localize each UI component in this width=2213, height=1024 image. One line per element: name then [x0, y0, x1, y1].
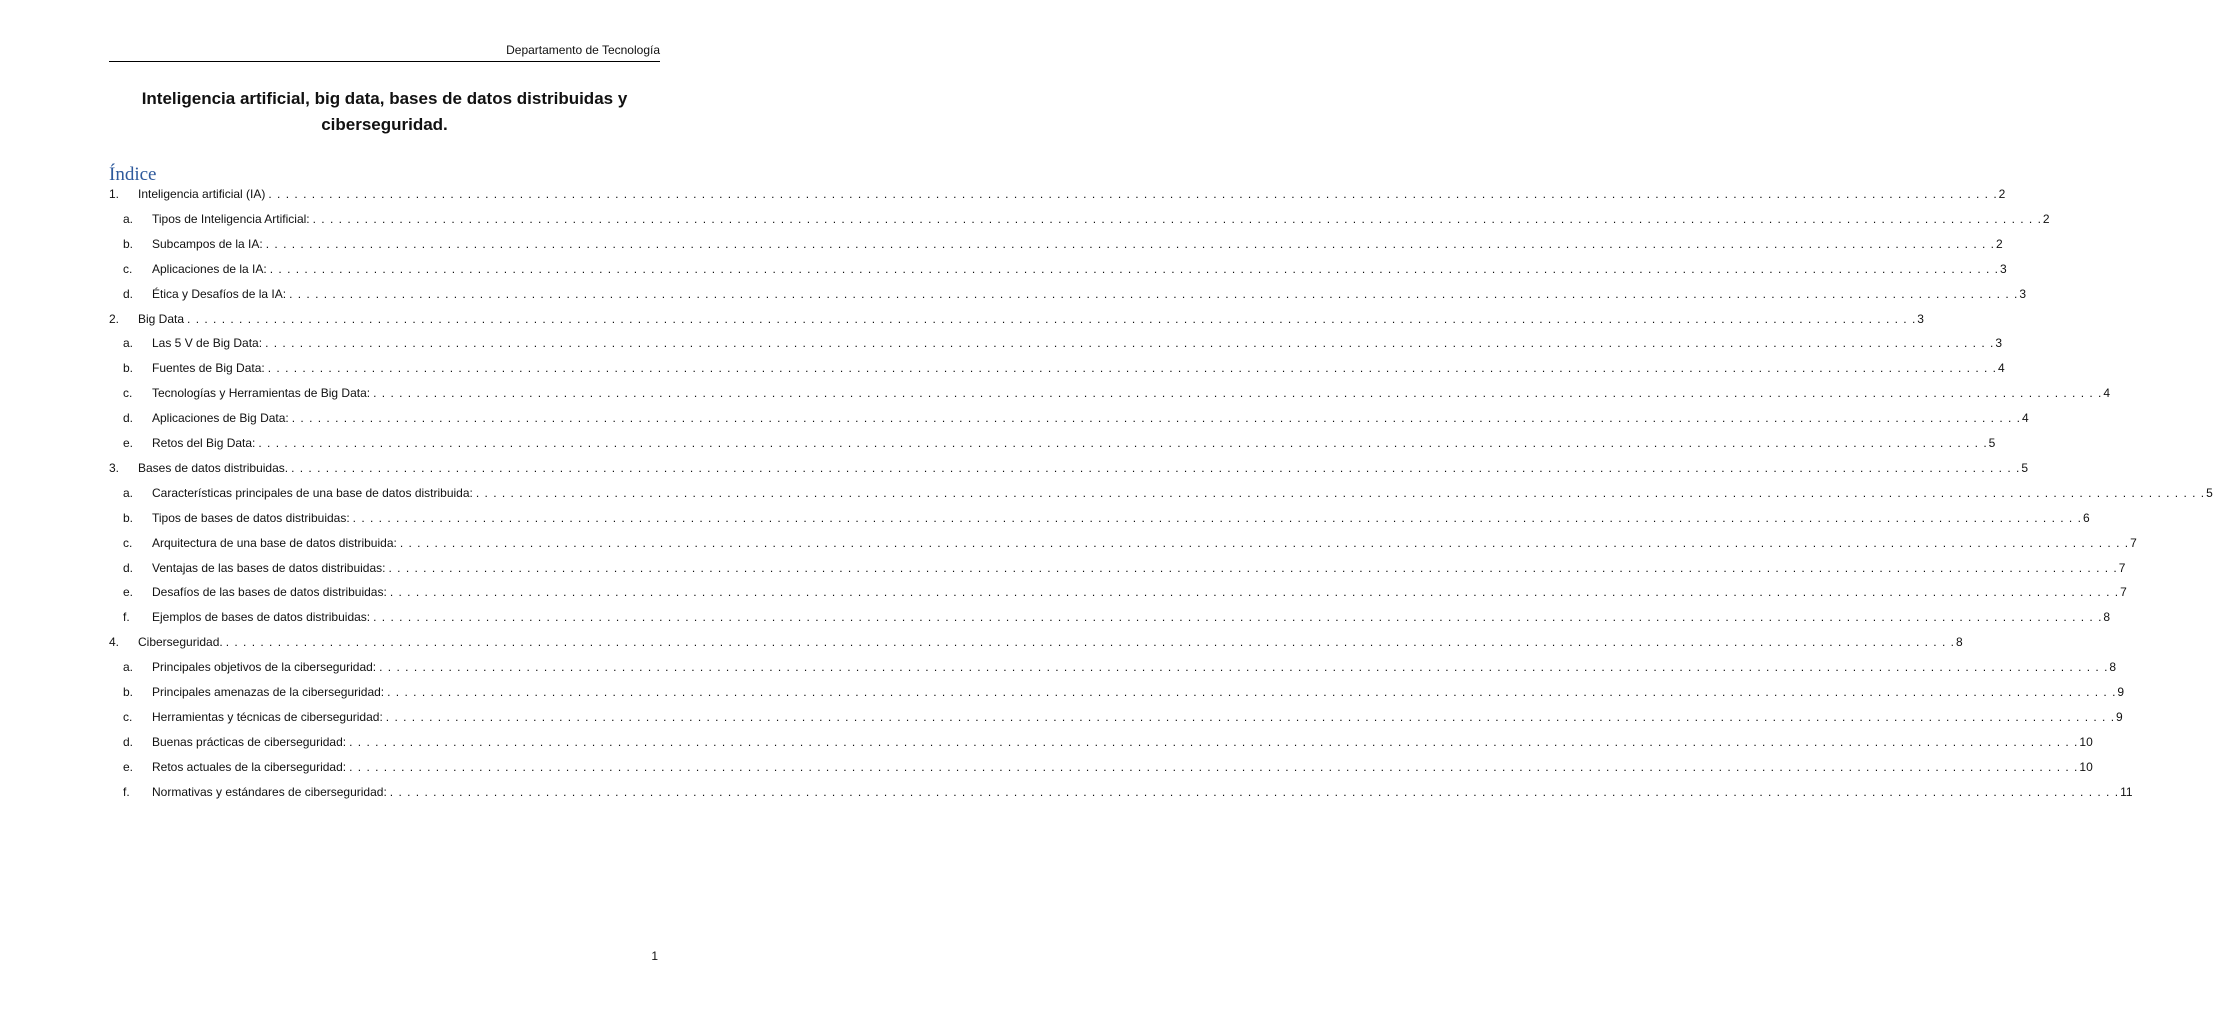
title-line-1: Inteligencia artificial, big data, bases de datos distribuidas y	[141, 89, 628, 108]
title-line-2: ciberseguridad.	[321, 115, 448, 134]
toc-entry-number: 3.	[109, 460, 120, 475]
toc-dot-leader: . . . . . . . . . . . . . . . . . . . . . . . . . . . . . . . . . . . . . . . . . . . . . . . . . . . . . . . . . . . . . . . . . . . . . . . . . . . . . . . . . . . . . . . . . . . . . . . . . . . . . . . . . . . . . . . . . . . . . . . . . . . . . . . . . . . . . . . . . . . . . . . . . . . . . . . . . . . . . . . . . . . . . . . . . . . . . . . . . . . . . . . . . . . . . . . . . . . . . . . .	[349, 759, 2079, 774]
toc-entry-number: d.	[123, 286, 134, 301]
toc-entry-number: a.	[123, 660, 134, 675]
page-header: Departamento de Tecnología	[506, 43, 660, 57]
toc-entry-page: 4	[2022, 411, 2029, 426]
toc-dot-leader: . . . . . . . . . . . . . . . . . . . . . . . . . . . . . . . . . . . . . . . . . . . . . . . . . . . . . . . . . . . . . . . . . . . . . . . . . . . . . . . . . . . . . . . . . . . . . . . . . . . . . . . . . . . . . . . . . . . . . . . . . . . . . . . . . . . . . . . . . . . . . . . . . . . . . . . . . . . . . . . . . . . . . . . . . . . . . . . . . . . . . . . . . . . . . . . . . . . . . . . .	[389, 784, 2120, 799]
toc-entry[interactable]	[109, 184, 2006, 204]
toc-dot-leader: . . . . . . . . . . . . . . . . . . . . . . . . . . . . . . . . . . . . . . . . . . . . . . . . . . . . . . . . . . . . . . . . . . . . . . . . . . . . . . . . . . . . . . . . . . . . . . . . . . . . . . . . . . . . . . . . . . . . . . . . . . . . . . . . . . . . . . . . . . . . . . . . . . . . . . . . . . . . . . . . . . . . . . . . . . . . . . . . . . . . . . . . . . . . . . . . . . . . . . . .	[388, 560, 2118, 575]
toc-entry-number: f.	[123, 784, 130, 799]
toc-dot-leader: . . . . . . . . . . . . . . . . . . . . . . . . . . . . . . . . . . . . . . . . . . . . . . . . . . . . . . . . . . . . . . . . . . . . . . . . . . . . . . . . . . . . . . . . . . . . . . . . . . . . . . . . . . . . . . . . . . . . . . . . . . . . . . . . . . . . . . . . . . . . . . . . . . . . . . . . . . . . . . . . . . . . . . . . . . . . . . . . . . . . . . . . . . . . . . . . . . . . . . . .	[373, 386, 2103, 401]
toc-entry-number: b.	[123, 361, 134, 376]
toc-entry[interactable]	[123, 508, 2090, 528]
toc-dot-leader: . . . . . . . . . . . . . . . . . . . . . . . . . . . . . . . . . . . . . . . . . . . . . . . . . . . . . . . . . . . . . . . . . . . . . . . . . . . . . . . . . . . . . . . . . . . . . . . . . . . . . . . . . . . . . . . . . . . . . . . . . . . . . . . . . . . . . . . . . . . . . . . . . . . . . . . . . . . . . . . . . . . . . . . . . . . . . . . . . . . . . . . . . . . . . . . . . . . . . . . .	[373, 610, 2103, 625]
toc-entry-number: c.	[123, 709, 133, 724]
toc-entry[interactable]	[123, 259, 2007, 279]
page-number: 1	[651, 949, 658, 963]
toc-entry-page: 8	[2109, 660, 2117, 675]
toc-entry-label: Retos del Big Data:	[152, 436, 256, 450]
toc-entry-label: Inteligencia artificial (IA)	[138, 187, 266, 201]
toc-entry-label: Normativas y estándares de ciberseguridad:	[152, 784, 387, 799]
toc-entry-number: a.	[123, 485, 134, 500]
toc-entry-number: b.	[123, 510, 134, 525]
toc-entry-number: a.	[123, 211, 134, 226]
toc-entry-page: 2	[1996, 236, 2003, 251]
toc-entry-page: 7	[2130, 535, 2137, 550]
toc-entry-label: Aplicaciones de la IA:	[152, 261, 267, 276]
toc-entry-number: 4.	[109, 635, 120, 650]
toc-dot-leader: . . . . . . . . . . . . . . . . . . . . . . . . . . . . . . . . . . . . . . . . . . . . . . . . . . . . . . . . . . . . . . . . . . . . . . . . . . . . . . . . . . . . . . . . . . . . . . . . . . . . . . . . . . . . . . . . . . . . . . . . . . . . . . . . . . . . . . . . . . . . . . . . . . . . . . . . . . . . . . . . . . . . . . . . . . . . . . . . . . . . . . . . . . . . . . . . . . . . . . . .	[265, 336, 1995, 351]
toc-entry-label: Desafíos de las bases de datos distribuidas:	[152, 585, 387, 600]
toc-entry-label: Ciberseguridad.	[138, 635, 223, 650]
toc-entry-label: Ejemplos de bases de datos distribuidas:	[152, 610, 371, 625]
toc-entry[interactable]	[109, 632, 1963, 652]
toc-entry[interactable]	[123, 284, 2027, 304]
toc-entry-page: 2	[2042, 211, 2050, 226]
toc-entry-page: 2	[1998, 187, 2006, 201]
toc-entry[interactable]	[109, 309, 1924, 329]
toc-entry[interactable]	[109, 458, 2029, 478]
toc-entry-page: 5	[1988, 436, 1996, 450]
toc-entry-number: 2.	[109, 311, 120, 326]
toc-entry-page: 3	[1917, 311, 1924, 326]
index-heading: Índice	[109, 164, 157, 185]
toc-entry[interactable]	[123, 408, 2029, 428]
toc-entry-page: 8	[1955, 635, 1963, 650]
toc-entry-label: Ética y Desafíos de la IA:	[152, 286, 287, 301]
toc-entry-label: Ventajas de las bases de datos distribuidas:	[152, 560, 386, 575]
toc-entry[interactable]	[123, 582, 2127, 602]
toc-entry-label: Buenas prácticas de ciberseguridad:	[152, 734, 347, 749]
toc-entry-label: Principales objetivos de la ciberseguridad:	[152, 660, 377, 675]
toc-dot-leader: . . . . . . . . . . . . . . . . . . . . . . . . . . . . . . . . . . . . . . . . . . . . . . . . . . . . . . . . . . . . . . . . . . . . . . . . . . . . . . . . . . . . . . . . . . . . . . . . . . . . . . . . . . . . . . . . . . . . . . . . . . . . . . . . . . . . . . . . . . . . . . . . . . . . . . . . . . . . . . . . . . . . . . . . . . . . . . . . . . . . . . . . . . . . . . . . . . . . . . . .	[269, 261, 1999, 276]
toc-entry-page: 3	[1995, 336, 2003, 351]
toc-entry-page: 9	[2116, 709, 2123, 724]
toc-entry-number: e.	[123, 759, 134, 774]
toc-entry-page: 5	[2021, 460, 2029, 475]
toc-entry-page: 4	[2103, 386, 2111, 401]
toc-entry-label: Principales amenazas de la ciberseguridad:	[152, 685, 385, 699]
toc-dot-leader: . . . . . . . . . . . . . . . . . . . . . . . . . . . . . . . . . . . . . . . . . . . . . . . . . . . . . . . . . . . . . . . . . . . . . . . . . . . . . . . . . . . . . . . . . . . . . . . . . . . . . . . . . . . . . . . . . . . . . . . . . . . . . . . . . . . . . . . . . . . . . . . . . . . . . . . . . . . . . . . . . . . . . . . . . . . . . . . . . . . . . . . . . . . . . . . . . . . . . . . .	[385, 709, 2116, 724]
toc-entry[interactable]	[123, 383, 2111, 403]
toc-dot-leader: . . . . . . . . . . . . . . . . . . . . . . . . . . . . . . . . . . . . . . . . . . . . . . . . . . . . . . . . . . . . . . . . . . . . . . . . . . . . . . . . . . . . . . . . . . . . . . . . . . . . . . . . . . . . . . . . . . . . . . . . . . . . . . . . . . . . . . . . . . . . . . . . . . . . . . . . . . . . . . . . . . . . . . . . . . . . . . . . . . . . . . . . . . . . . . . . . . . . . . . .	[258, 436, 1988, 450]
toc-entry[interactable]	[123, 707, 2123, 727]
toc-entry-page: 3	[2000, 261, 2007, 276]
toc-entry-number: e.	[123, 585, 134, 600]
toc-entry-number: e.	[123, 436, 134, 450]
toc-entry-number: c.	[123, 535, 133, 550]
toc-entry-page: 6	[2082, 510, 2090, 525]
toc-entry[interactable]	[123, 607, 2111, 627]
toc-entry[interactable]	[123, 558, 2126, 578]
header-rule	[109, 61, 660, 62]
toc-entry-label: Bases de datos distribuidas.	[138, 460, 289, 475]
toc-entry[interactable]	[123, 757, 2093, 777]
toc-entry[interactable]	[123, 657, 2117, 677]
toc-entry[interactable]	[123, 483, 2213, 503]
toc-dot-leader: . . . . . . . . . . . . . . . . . . . . . . . . . . . . . . . . . . . . . . . . . . . . . . . . . . . . . . . . . . . . . . . . . . . . . . . . . . . . . . . . . . . . . . . . . . . . . . . . . . . . . . . . . . . . . . . . . . . . . . . . . . . . . . . . . . . . . . . . . . . . . . . . . . . . . . . . . . . . . . . . . . . . . . . . . . . . . . . . . . . . . . . . . . . . . . . . . . . . . . . .	[225, 635, 1955, 650]
toc-dot-leader: . . . . . . . . . . . . . . . . . . . . . . . . . . . . . . . . . . . . . . . . . . . . . . . . . . . . . . . . . . . . . . . . . . . . . . . . . . . . . . . . . . . . . . . . . . . . . . . . . . . . . . . . . . . . . . . . . . . . . . . . . . . . . . . . . . . . . . . . . . . . . . . . . . . . . . . . . . . . . . . . . . . . . . . . . . . . . . . . . . . . . . . . . . . . . . . . . . . . . . . .	[475, 485, 2206, 500]
toc-entry-number: d.	[123, 411, 134, 426]
toc-entry-label: Las 5 V de Big Data:	[152, 336, 263, 351]
toc-dot-leader: . . . . . . . . . . . . . . . . . . . . . . . . . . . . . . . . . . . . . . . . . . . . . . . . . . . . . . . . . . . . . . . . . . . . . . . . . . . . . . . . . . . . . . . . . . . . . . . . . . . . . . . . . . . . . . . . . . . . . . . . . . . . . . . . . . . . . . . . . . . . . . . . . . . . . . . . . . . . . . . . . . . . . . . . . . . . . . . . . . . . . . . . . . . . . . . . . . . . . . . .	[291, 460, 2021, 475]
toc-dot-leader: . . . . . . . . . . . . . . . . . . . . . . . . . . . . . . . . . . . . . . . . . . . . . . . . . . . . . . . . . . . . . . . . . . . . . . . . . . . . . . . . . . . . . . . . . . . . . . . . . . . . . . . . . . . . . . . . . . . . . . . . . . . . . . . . . . . . . . . . . . . . . . . . . . . . . . . . . . . . . . . . . . . . . . . . . . . . . . . . . . . . . . . . . . . . . . . . . . . . . . . .	[349, 734, 2079, 749]
toc-dot-leader: . . . . . . . . . . . . . . . . . . . . . . . . . . . . . . . . . . . . . . . . . . . . . . . . . . . . . . . . . . . . . . . . . . . . . . . . . . . . . . . . . . . . . . . . . . . . . . . . . . . . . . . . . . . . . . . . . . . . . . . . . . . . . . . . . . . . . . . . . . . . . . . . . . . . . . . . . . . . . . . . . . . . . . . . . . . . . . . . . . . . . . . . . . . . . . . . . . . . . . . .	[187, 311, 1917, 326]
toc-dot-leader: . . . . . . . . . . . . . . . . . . . . . . . . . . . . . . . . . . . . . . . . . . . . . . . . . . . . . . . . . . . . . . . . . . . . . . . . . . . . . . . . . . . . . . . . . . . . . . . . . . . . . . . . . . . . . . . . . . . . . . . . . . . . . . . . . . . . . . . . . . . . . . . . . . . . . . . . . . . . . . . . . . . . . . . . . . . . . . . . . . . . . . . . . . . . . . . . . . . . . . . .	[379, 660, 2109, 675]
toc-dot-leader: . . . . . . . . . . . . . . . . . . . . . . . . . . . . . . . . . . . . . . . . . . . . . . . . . . . . . . . . . . . . . . . . . . . . . . . . . . . . . . . . . . . . . . . . . . . . . . . . . . . . . . . . . . . . . . . . . . . . . . . . . . . . . . . . . . . . . . . . . . . . . . . . . . . . . . . . . . . . . . . . . . . . . . . . . . . . . . . . . . . . . . . . . . . . . . . . . . . . . . . .	[399, 535, 2130, 550]
toc-entry-label: Tecnologías y Herramientas de Big Data:	[152, 386, 371, 401]
document-title	[109, 86, 660, 138]
toc-entry-label: Aplicaciones de Big Data:	[152, 411, 289, 426]
toc-entry[interactable]	[123, 433, 1996, 453]
toc-entry-number: f.	[123, 610, 130, 625]
toc-entry-label: Subcampos de la IA:	[152, 236, 263, 251]
toc-entry-label: Herramientas y técnicas de ciberseguridad:	[152, 709, 383, 724]
toc-entry-page: 10	[2079, 759, 2093, 774]
toc-entry-page: 10	[2079, 734, 2093, 749]
toc-entry[interactable]	[123, 234, 2003, 254]
toc-entry-label: Arquitectura de una base de datos distribuida:	[152, 535, 397, 550]
toc-entry-number: c.	[123, 261, 133, 276]
toc-dot-leader: . . . . . . . . . . . . . . . . . . . . . . . . . . . . . . . . . . . . . . . . . . . . . . . . . . . . . . . . . . . . . . . . . . . . . . . . . . . . . . . . . . . . . . . . . . . . . . . . . . . . . . . . . . . . . . . . . . . . . . . . . . . . . . . . . . . . . . . . . . . . . . . . . . . . . . . . . . . . . . . . . . . . . . . . . . . . . . . . . . . . . . . . . . . . . . . . . . . . . . . .	[267, 361, 1997, 376]
toc-entry-number: d.	[123, 734, 134, 749]
toc-entry-number: 1.	[109, 187, 120, 201]
toc-entry-label: Retos actuales de la ciberseguridad:	[152, 759, 347, 774]
toc-entry-label: Características principales de una base de datos distribuida:	[152, 485, 473, 500]
toc-entry-label: Tipos de bases de datos distribuidas:	[152, 510, 350, 525]
toc-entry[interactable]	[123, 209, 2050, 229]
toc-dot-leader: . . . . . . . . . . . . . . . . . . . . . . . . . . . . . . . . . . . . . . . . . . . . . . . . . . . . . . . . . . . . . . . . . . . . . . . . . . . . . . . . . . . . . . . . . . . . . . . . . . . . . . . . . . . . . . . . . . . . . . . . . . . . . . . . . . . . . . . . . . . . . . . . . . . . . . . . . . . . . . . . . . . . . . . . . . . . . . . . . . . . . . . . . . . . . . . . . . . . . . . .	[387, 685, 2117, 699]
toc-entry[interactable]	[123, 732, 2093, 752]
toc-entry-number: b.	[123, 685, 134, 699]
toc-dot-leader: . . . . . . . . . . . . . . . . . . . . . . . . . . . . . . . . . . . . . . . . . . . . . . . . . . . . . . . . . . . . . . . . . . . . . . . . . . . . . . . . . . . . . . . . . . . . . . . . . . . . . . . . . . . . . . . . . . . . . . . . . . . . . . . . . . . . . . . . . . . . . . . . . . . . . . . . . . . . . . . . . . . . . . . . . . . . . . . . . . . . . . . . . . . . . . . . . . . . . . . .	[312, 211, 2042, 226]
toc-entry-number: c.	[123, 386, 133, 401]
toc-dot-leader: . . . . . . . . . . . . . . . . . . . . . . . . . . . . . . . . . . . . . . . . . . . . . . . . . . . . . . . . . . . . . . . . . . . . . . . . . . . . . . . . . . . . . . . . . . . . . . . . . . . . . . . . . . . . . . . . . . . . . . . . . . . . . . . . . . . . . . . . . . . . . . . . . . . . . . . . . . . . . . . . . . . . . . . . . . . . . . . . . . . . . . . . . . . . . . . . . . . . . . . .	[389, 585, 2120, 600]
toc-entry-page: 7	[2120, 585, 2127, 600]
toc-entry-page: 8	[2103, 610, 2111, 625]
toc-entry-page: 3	[2019, 286, 2027, 301]
toc-entry-page: 4	[1998, 361, 2005, 376]
toc-entry[interactable]	[123, 358, 2005, 378]
toc-entry-page: 11	[2120, 784, 2133, 799]
toc-entry[interactable]	[123, 782, 2133, 802]
toc-entry-page: 7	[2118, 560, 2126, 575]
toc-entry[interactable]	[123, 333, 2003, 353]
toc-dot-leader: . . . . . . . . . . . . . . . . . . . . . . . . . . . . . . . . . . . . . . . . . . . . . . . . . . . . . . . . . . . . . . . . . . . . . . . . . . . . . . . . . . . . . . . . . . . . . . . . . . . . . . . . . . . . . . . . . . . . . . . . . . . . . . . . . . . . . . . . . . . . . . . . . . . . . . . . . . . . . . . . . . . . . . . . . . . . . . . . . . . . . . . . . . . . . . . . . . . . . . . .	[352, 510, 2082, 525]
toc-entry-number: a.	[123, 336, 134, 351]
toc-entry-number: d.	[123, 560, 134, 575]
toc-entry[interactable]	[123, 682, 2125, 702]
toc-entry-label: Big Data	[138, 311, 185, 326]
toc-entry-label: Fuentes de Big Data:	[152, 361, 265, 376]
toc-entry[interactable]	[123, 533, 2137, 553]
toc-entry-page: 5	[2206, 485, 2213, 500]
toc-entry-page: 9	[2117, 685, 2125, 699]
toc-dot-leader: . . . . . . . . . . . . . . . . . . . . . . . . . . . . . . . . . . . . . . . . . . . . . . . . . . . . . . . . . . . . . . . . . . . . . . . . . . . . . . . . . . . . . . . . . . . . . . . . . . . . . . . . . . . . . . . . . . . . . . . . . . . . . . . . . . . . . . . . . . . . . . . . . . . . . . . . . . . . . . . . . . . . . . . . . . . . . . . . . . . . . . . . . . . . . . . . . . . . . . . .	[289, 286, 2019, 301]
toc-entry-label: Tipos de Inteligencia Artificial:	[152, 211, 310, 226]
toc-dot-leader: . . . . . . . . . . . . . . . . . . . . . . . . . . . . . . . . . . . . . . . . . . . . . . . . . . . . . . . . . . . . . . . . . . . . . . . . . . . . . . . . . . . . . . . . . . . . . . . . . . . . . . . . . . . . . . . . . . . . . . . . . . . . . . . . . . . . . . . . . . . . . . . . . . . . . . . . . . . . . . . . . . . . . . . . . . . . . . . . . . . . . . . . . . . . . . . . . . . . . . . .	[291, 411, 2022, 426]
toc-entry-number: b.	[123, 236, 134, 251]
toc-dot-leader: . . . . . . . . . . . . . . . . . . . . . . . . . . . . . . . . . . . . . . . . . . . . . . . . . . . . . . . . . . . . . . . . . . . . . . . . . . . . . . . . . . . . . . . . . . . . . . . . . . . . . . . . . . . . . . . . . . . . . . . . . . . . . . . . . . . . . . . . . . . . . . . . . . . . . . . . . . . . . . . . . . . . . . . . . . . . . . . . . . . . . . . . . . . . . . . . . . . . . . . .	[265, 236, 1995, 251]
toc-dot-leader: . . . . . . . . . . . . . . . . . . . . . . . . . . . . . . . . . . . . . . . . . . . . . . . . . . . . . . . . . . . . . . . . . . . . . . . . . . . . . . . . . . . . . . . . . . . . . . . . . . . . . . . . . . . . . . . . . . . . . . . . . . . . . . . . . . . . . . . . . . . . . . . . . . . . . . . . . . . . . . . . . . . . . . . . . . . . . . . . . . . . . . . . . . . . . . . . . . . . . . . .	[268, 187, 1998, 201]
